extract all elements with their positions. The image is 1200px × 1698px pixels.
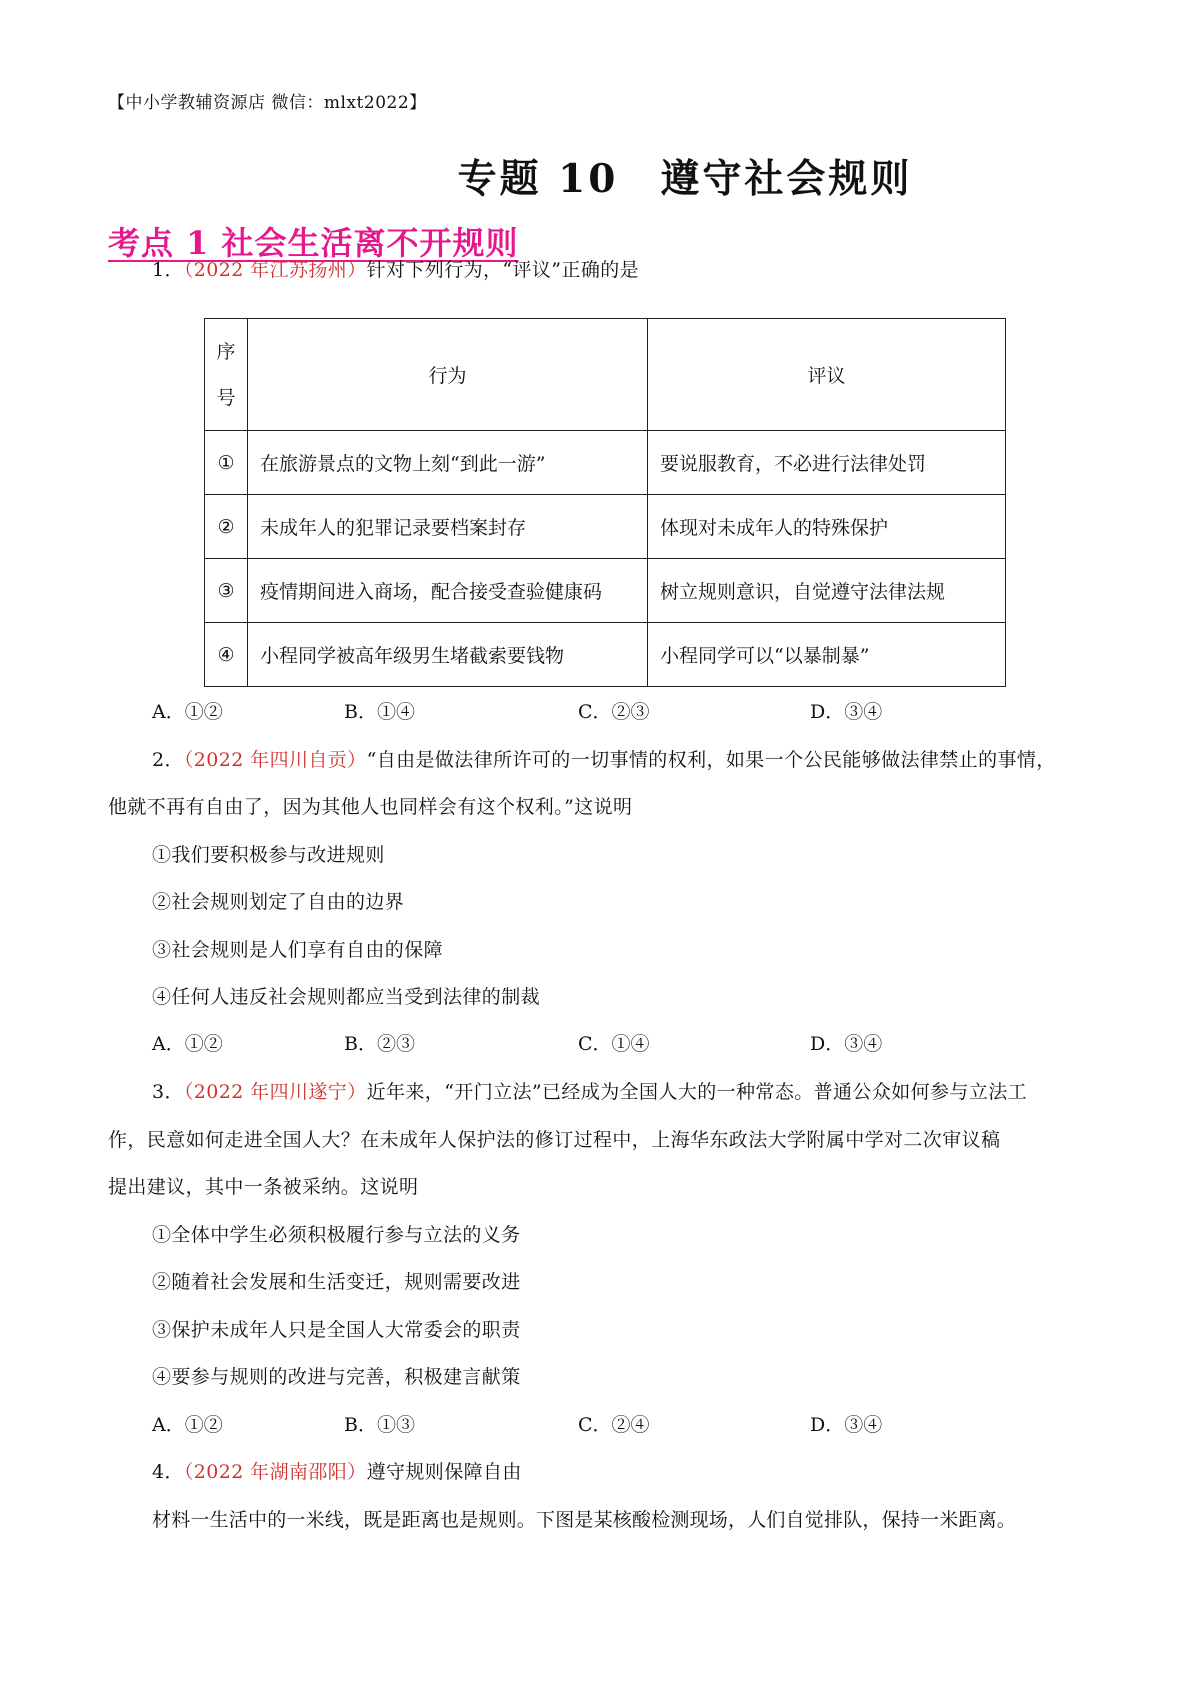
table-header-comment: 评议 (648, 319, 1006, 431)
table-header-behavior: 行为 (248, 319, 648, 431)
table-cell-number: ③ (205, 559, 248, 623)
table-row (205, 623, 1006, 687)
question-source: （2022 年四川遂宁） (183, 1081, 367, 1103)
table-header-number: 序 号 (205, 319, 248, 431)
option-c: C．②④ (578, 1414, 650, 1436)
question-3-stem (152, 1078, 1027, 1106)
question-source: （2022 年四川自贡） (183, 749, 367, 771)
option-d: D．③④ (810, 701, 883, 723)
table-cell-behavior: 在旅游景点的文物上刻“到此一游” (248, 431, 648, 495)
question-4-stem (152, 1458, 522, 1486)
question-text: 近年来，“开门立法”已经成为全国人大的一种常态。普通公众如何参与立法工 (366, 1081, 1028, 1103)
table-cell-behavior: 未成年人的犯罪记录要档案封存 (248, 495, 648, 559)
table-row (205, 431, 1006, 495)
table-cell-number: ④ (205, 623, 248, 687)
question-source: （2022 年江苏扬州） (183, 259, 367, 281)
table-row (205, 559, 1006, 623)
option-a: A．①② (152, 1414, 223, 1436)
question-2-stem-continued: 他就不再有自由了，因为其他人也同样会有这个权利。”这说明 (108, 796, 633, 818)
section-heading: 考点 1 社会生活离不开规则 (108, 224, 519, 262)
table-cell-comment: 小程同学可以“以暴制暴” (648, 623, 1006, 687)
question-number: 1． (152, 259, 184, 281)
question-1-stem (152, 256, 639, 284)
statement-item: ①我们要积极参与改进规则 (152, 844, 385, 866)
question-text: 针对下列行为，“评议”正确的是 (366, 259, 640, 281)
option-d: D．③④ (810, 1033, 883, 1055)
question-number: 3． (152, 1081, 184, 1103)
statement-item: ③保护未成年人只是全国人大常委会的职责 (152, 1319, 521, 1341)
option-c: C．①④ (578, 1033, 650, 1055)
table-cell-behavior: 疫情期间进入商场，配合接受查验健康码 (248, 559, 648, 623)
question-text: “自由是做法律所许可的一切事情的权利，如果一个公民能够做法律禁止的事情， (366, 749, 1056, 771)
option-b: B．①④ (344, 701, 415, 723)
question-text: 遵守规则保障自由 (366, 1461, 522, 1483)
material-text: 材料一生活中的一米线，既是距离也是规则。下图是某核酸检测现场，人们自觉排队，保持一米距离。 (152, 1509, 1017, 1531)
statement-item: ②随着社会发展和生活变迁，规则需要改进 (152, 1271, 521, 1293)
question-3-stem-continued: 作，民意如何走进全国人大？在未成年人保护法的修订过程中，上海华东政法大学附属中学对二次审议稿 (108, 1129, 1001, 1151)
page-title: 专题 10 遵守社会规则 (457, 156, 913, 202)
option-b: B．②③ (344, 1033, 415, 1055)
header-note: 【中小学教辅资源店 微信：mlxt2022】 (108, 93, 427, 113)
statement-item: ③社会规则是人们享有自由的保障 (152, 939, 444, 961)
statement-item: ①全体中学生必须积极履行参与立法的义务 (152, 1224, 521, 1246)
table-cell-comment: 树立规则意识，自觉遵守法律法规 (648, 559, 1006, 623)
question-number: 4． (152, 1461, 184, 1483)
table-row (205, 495, 1006, 559)
option-a: A．①② (152, 701, 223, 723)
table-header-row (205, 319, 1006, 431)
question-source: （2022 年湖南邵阳） (183, 1461, 367, 1483)
statement-item: ④要参与规则的改进与完善，积极建言献策 (152, 1366, 521, 1388)
table-cell-number: ② (205, 495, 248, 559)
table-cell-number: ① (205, 431, 248, 495)
question-3-stem-continued: 提出建议，其中一条被采纳。这说明 (108, 1176, 419, 1198)
statement-item: ④任何人违反社会规则都应当受到法律的制裁 (152, 986, 541, 1008)
table-cell-comment: 体现对未成年人的特殊保护 (648, 495, 1006, 559)
statement-item: ②社会规则划定了自由的边界 (152, 891, 405, 913)
option-c: C．②③ (578, 701, 650, 723)
question-2-stem (152, 746, 1056, 774)
table-cell-comment: 要说服教育，不必进行法律处罚 (648, 431, 1006, 495)
question-1-table (204, 318, 1006, 687)
option-b: B．①③ (344, 1414, 415, 1436)
option-a: A．①② (152, 1033, 223, 1055)
question-number: 2． (152, 749, 184, 771)
table-cell-behavior: 小程同学被高年级男生堵截索要钱物 (248, 623, 648, 687)
option-d: D．③④ (810, 1414, 883, 1436)
